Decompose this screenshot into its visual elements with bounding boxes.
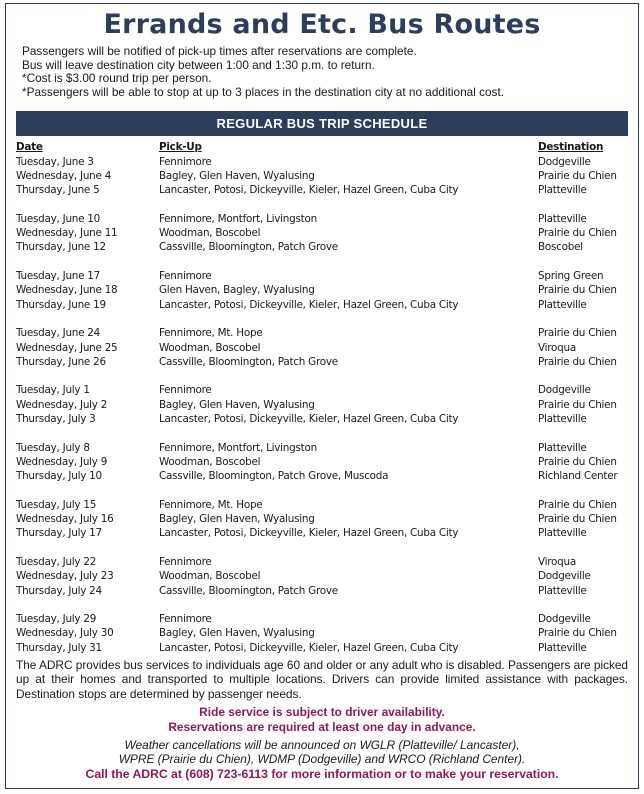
table-row xyxy=(16,412,628,426)
trip-date: Tuesday, June 10 xyxy=(16,212,101,225)
table-row xyxy=(16,169,628,183)
table-row xyxy=(16,212,628,226)
trip-pickup: Woodman, Boscobel xyxy=(159,227,261,240)
column-header-date: Date xyxy=(16,141,43,154)
trip-pickup: Lancaster, Potosi, Dickeyville, Kieler, Hazel Green, Cuba City xyxy=(159,298,459,311)
notice-line: Reservations are required at least one day in advance. xyxy=(168,720,476,735)
table-row xyxy=(16,326,628,340)
table-row xyxy=(16,226,628,240)
service-description: The ADRC provides bus services to individuals age 60 and older or any adult who is disabled. Passengers are picked up at their homes and transported to multiple locations. Drivers can provide limited assistance with packages. Destination stops are determined by passenger needs. xyxy=(16,658,628,701)
table-row xyxy=(16,240,628,254)
table-row xyxy=(16,526,628,540)
trip-destination: Platteville xyxy=(538,184,587,197)
intro-line: Passengers will be notified of pick-up times after reservations are complete. xyxy=(22,44,417,58)
trip-date: Tuesday, June 3 xyxy=(16,155,94,168)
trip-pickup: Fennimore, Mt. Hope xyxy=(159,498,263,511)
table-row xyxy=(16,298,628,312)
trip-destination: Prairie du Chien xyxy=(538,169,617,182)
table-row xyxy=(16,398,628,412)
schedule-week-group xyxy=(16,498,628,541)
trip-destination: Dodgeville xyxy=(538,155,591,168)
schedule-table xyxy=(16,140,628,655)
table-row xyxy=(16,555,628,569)
trip-destination: Prairie du Chien xyxy=(538,398,617,411)
table-row xyxy=(16,626,628,640)
column-header-destination: Destination xyxy=(538,141,604,154)
notice-line: Ride service is subject to driver availability. xyxy=(199,705,445,720)
trip-pickup: Lancaster, Potosi, Dickeyville, Kieler, Hazel Green, Cuba City xyxy=(159,527,459,540)
trip-destination: Platteville xyxy=(538,527,587,540)
table-row xyxy=(16,455,628,469)
schedule-week-group xyxy=(16,212,628,255)
table-row xyxy=(16,155,628,169)
trip-destination: Spring Green xyxy=(538,270,604,283)
trip-date: Wednesday, July 2 xyxy=(16,398,108,411)
contact-line: Call the ADRC at (608) 723-6113 for more information or to make your reservation. xyxy=(85,766,559,781)
trip-destination: Dodgeville xyxy=(538,613,591,626)
trip-pickup: Lancaster, Potosi, Dickeyville, Kieler, Hazel Green, Cuba City xyxy=(159,641,459,654)
availability-notice xyxy=(6,705,638,735)
schedule-week-group xyxy=(16,269,628,312)
trip-date: Wednesday, June 18 xyxy=(16,284,118,297)
trip-pickup: Fennimore xyxy=(159,270,212,283)
trip-date: Wednesday, July 30 xyxy=(16,627,114,640)
intro-line: Bus will leave destination city between 1:00 and 1:30 p.m. to return. xyxy=(22,57,375,72)
schedule-week-group xyxy=(16,326,628,369)
table-row xyxy=(16,269,628,283)
schedule-week-group xyxy=(16,155,628,198)
trip-pickup: Glen Haven, Bagley, Wyalusing xyxy=(159,284,315,297)
trip-pickup: Fennimore, Montfort, Livingston xyxy=(159,441,317,454)
weather-line: WPRE (Prairie du Chien), WDMP (Dodgeville) and WRCO (Richland Center). xyxy=(118,752,526,767)
trip-pickup: Bagley, Glen Haven, Wyalusing xyxy=(159,398,315,411)
trip-pickup: Lancaster, Potosi, Dickeyville, Kieler, Hazel Green, Cuba City xyxy=(159,184,459,197)
trip-pickup: Fennimore xyxy=(159,555,212,568)
column-header-pickup: Pick-Up xyxy=(159,141,202,154)
table-row xyxy=(16,441,628,455)
table-row xyxy=(16,584,628,598)
schedule-heading: REGULAR BUS TRIP SCHEDULE xyxy=(16,111,628,136)
trip-destination: Prairie du Chien xyxy=(538,355,617,368)
table-row xyxy=(16,498,628,512)
trip-destination: Prairie du Chien xyxy=(538,455,617,468)
table-row xyxy=(16,183,628,197)
trip-destination: Platteville xyxy=(538,212,587,225)
table-row xyxy=(16,512,628,526)
trip-pickup: Lancaster, Potosi, Dickeyville, Kieler, Hazel Green, Cuba City xyxy=(159,413,459,426)
trip-destination: Prairie du Chien xyxy=(538,627,617,640)
trip-date: Thursday, June 12 xyxy=(16,241,106,254)
trip-date: Tuesday, July 22 xyxy=(16,555,97,568)
trip-destination: Richland Center xyxy=(538,470,618,483)
trip-destination: Platteville xyxy=(538,641,587,654)
trip-date: Thursday, July 3 xyxy=(16,413,96,426)
trip-pickup: Bagley, Glen Haven, Wyalusing xyxy=(159,627,315,640)
schedule-week-group xyxy=(16,383,628,426)
flyer xyxy=(5,3,639,789)
trip-date: Thursday, June 19 xyxy=(16,298,106,311)
page-title: Errands and Etc. Bus Routes xyxy=(103,9,541,40)
table-row xyxy=(16,641,628,655)
trip-destination: Viroqua xyxy=(538,341,576,354)
table-row xyxy=(16,469,628,483)
trip-destination: Prairie du Chien xyxy=(538,227,617,240)
trip-date: Thursday, July 24 xyxy=(16,584,102,597)
table-row xyxy=(16,355,628,369)
schedule-week-group xyxy=(16,555,628,598)
trip-date: Wednesday, June 11 xyxy=(16,227,118,240)
table-row xyxy=(16,612,628,626)
trip-pickup: Fennimore xyxy=(159,384,212,397)
trip-pickup: Woodman, Boscobel xyxy=(159,341,261,354)
trip-destination: Boscobel xyxy=(538,241,583,254)
trip-date: Thursday, July 17 xyxy=(16,527,102,540)
table-row xyxy=(16,341,628,355)
trip-date: Tuesday, July 1 xyxy=(16,384,90,397)
trip-pickup: Cassville, Bloomington, Patch Grove xyxy=(159,241,338,254)
trip-destination: Prairie du Chien xyxy=(538,498,617,511)
trip-pickup: Woodman, Boscobel xyxy=(159,570,261,583)
trip-pickup: Woodman, Boscobel xyxy=(159,455,261,468)
trip-date: Wednesday, June 25 xyxy=(16,341,118,354)
intro-line: *Cost is $3.00 round trip per person. xyxy=(22,71,212,86)
trip-pickup: Bagley, Glen Haven, Wyalusing xyxy=(159,513,315,526)
trip-date: Thursday, June 5 xyxy=(16,184,100,197)
trip-date: Tuesday, July 29 xyxy=(16,613,97,626)
trip-destination: Platteville xyxy=(538,584,587,597)
trip-destination: Dodgeville xyxy=(538,384,591,397)
trip-date: Tuesday, July 15 xyxy=(16,498,97,511)
trip-pickup: Fennimore xyxy=(159,155,212,168)
schedule-body xyxy=(16,155,628,655)
schedule-header-row xyxy=(16,140,628,154)
trip-destination: Prairie du Chien xyxy=(538,327,617,340)
trip-date: Tuesday, June 24 xyxy=(16,327,101,340)
trip-destination: Platteville xyxy=(538,413,587,426)
trip-pickup: Cassville, Bloomington, Patch Grove xyxy=(159,584,338,597)
trip-date: Thursday, June 26 xyxy=(16,355,106,368)
trip-destination: Viroqua xyxy=(538,555,576,568)
trip-destination: Prairie du Chien xyxy=(538,513,617,526)
trip-date: Wednesday, July 9 xyxy=(16,455,108,468)
trip-pickup: Fennimore, Montfort, Livingston xyxy=(159,212,317,225)
trip-date: Wednesday, July 23 xyxy=(16,570,114,583)
intro-notes xyxy=(6,42,638,99)
trip-date: Thursday, July 31 xyxy=(16,641,102,654)
table-row xyxy=(16,569,628,583)
weather-line: Weather cancellations will be announced on WGLR (Platteville/ Lancaster), xyxy=(124,738,520,753)
trip-pickup: Cassville, Bloomington, Patch Grove, Muscoda xyxy=(159,470,389,483)
trip-date: Tuesday, June 17 xyxy=(16,270,101,283)
schedule-week-group xyxy=(16,612,628,655)
trip-destination: Prairie du Chien xyxy=(538,284,617,297)
trip-destination: Platteville xyxy=(538,441,587,454)
table-row xyxy=(16,283,628,297)
trip-date: Wednesday, July 16 xyxy=(16,513,114,526)
trip-pickup: Bagley, Glen Haven, Wyalusing xyxy=(159,169,315,182)
trip-pickup: Cassville, Bloomington, Patch Grove xyxy=(159,355,338,368)
trip-date: Thursday, July 10 xyxy=(16,470,102,483)
trip-date: Wednesday, June 4 xyxy=(16,169,112,182)
table-row xyxy=(16,383,628,397)
weather-notice xyxy=(6,738,638,766)
trip-destination: Dodgeville xyxy=(538,570,591,583)
trip-pickup: Fennimore xyxy=(159,613,212,626)
trip-date: Tuesday, July 8 xyxy=(16,441,90,454)
intro-line: *Passengers will be able to stop at up to 3 places in the destination city at no additional cost. xyxy=(22,84,505,99)
trip-destination: Platteville xyxy=(538,298,587,311)
trip-pickup: Fennimore, Mt. Hope xyxy=(159,327,263,340)
schedule-week-group xyxy=(16,441,628,484)
